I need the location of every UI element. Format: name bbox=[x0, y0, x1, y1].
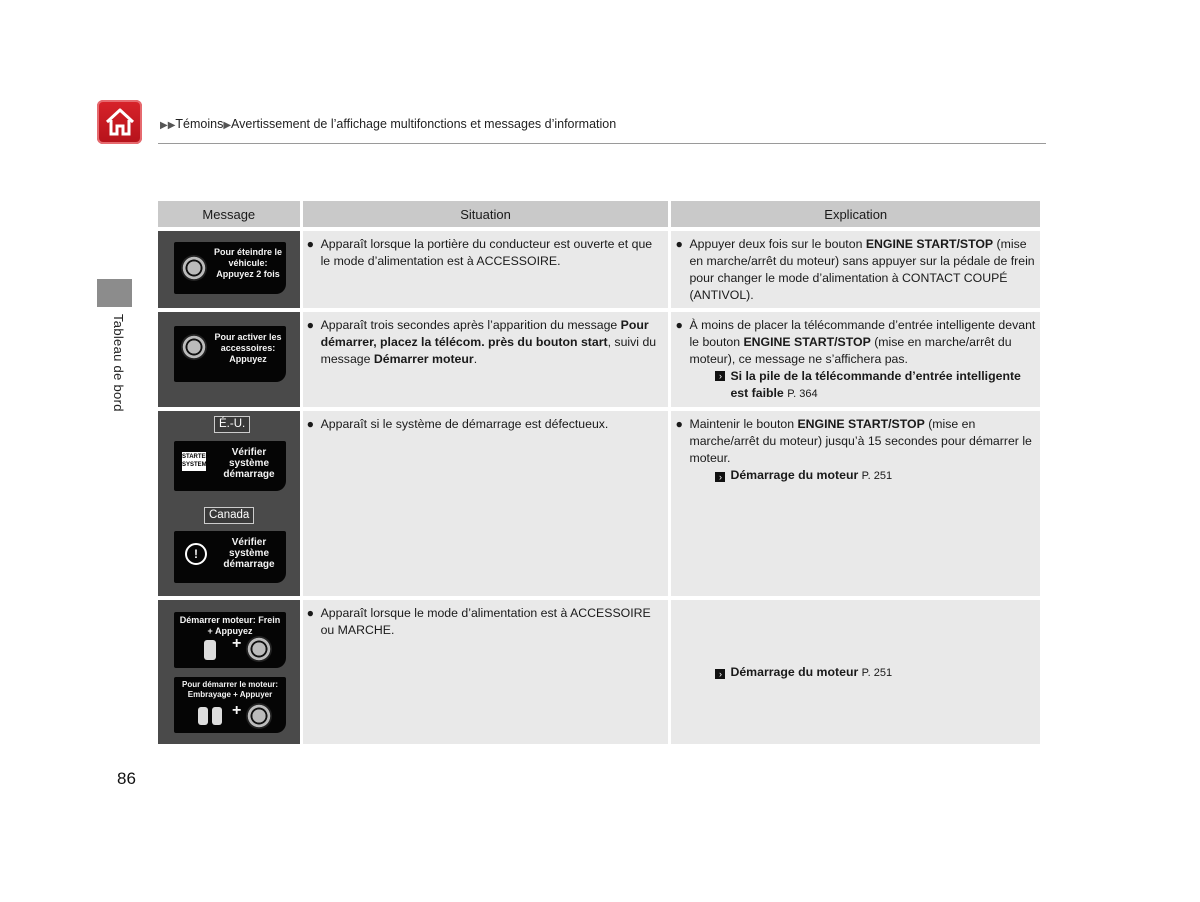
display-text: Démarrer moteur: Frein + Appuyez bbox=[179, 615, 281, 636]
explication-cell: ● Appuyer deux fois sur le bouton ENGINE START/STOP (mise en marche/arrêt du moteur) sans appuyer sur la pédale de frein pour changer le mode d’alimentation à CONTACT COUPÉ (ANTIVOL). bbox=[671, 231, 1040, 308]
explication-cell: ● Maintenir le bouton ENGINE START/STOP (mise en marche/arrêt du moteur) jusqu’à 15 secondes pour démarrer le moteur. › Démarrage du moteur P. 251 bbox=[671, 411, 1040, 596]
explication-text: (mise en marche/arrêt du moteur), ce message ne s’affichera pas. bbox=[689, 335, 1012, 366]
table-row bbox=[158, 411, 1040, 596]
reference-arrow-icon: › bbox=[715, 472, 725, 482]
message-image bbox=[158, 312, 300, 407]
display-screen bbox=[174, 612, 286, 668]
home-icon bbox=[103, 105, 137, 139]
brake-pedal-icon bbox=[212, 707, 222, 725]
page-reference-link[interactable] bbox=[675, 368, 1036, 403]
page-number: 86 bbox=[117, 769, 136, 788]
section-label: Tableau de bord bbox=[111, 314, 126, 412]
column-header-situation: Situation bbox=[303, 201, 669, 227]
explication-cell: ● À moins de placer la télécommande d’entrée intelligente devant le bouton ENGINE START/STOP (mise en marche/arrêt du moteur), ce message ne s’affichera pas. › Si la pile de la télécommande d’entrée intelligente est faible P. 364 bbox=[671, 312, 1040, 407]
reference-text: Démarrage du moteur bbox=[730, 468, 859, 482]
section-tab[interactable] bbox=[97, 279, 132, 307]
message-name: Démarrer moteur bbox=[373, 352, 474, 366]
display-screen bbox=[174, 531, 286, 583]
situation-text: Apparaît lorsque la portière du conducteur est ouverte et que le mode d’alimentation est à ACCESSOIRE. bbox=[320, 237, 653, 268]
plus-icon: + bbox=[232, 702, 242, 719]
situation-text: Apparaît si le système de démarrage est défectueux. bbox=[320, 417, 609, 431]
display-text: Vérifier système démarrage bbox=[223, 537, 275, 570]
table-row bbox=[158, 312, 1040, 407]
engine-start-button-icon bbox=[246, 636, 272, 662]
situation-text: Apparaît lorsque le mode d’alimentation est à ACCESSOIRE ou MARCHE. bbox=[320, 606, 651, 637]
engine-start-button-icon bbox=[246, 703, 272, 729]
message-image bbox=[158, 411, 300, 596]
situation-cell: ● Apparaît lorsque le mode d’alimentation est à ACCESSOIRE ou MARCHE. bbox=[303, 600, 669, 744]
situation-cell: ● Apparaît si le système de démarrage est défectueux. bbox=[303, 411, 669, 596]
home-button[interactable] bbox=[97, 100, 142, 144]
message-image bbox=[158, 231, 300, 308]
reference-page: P. 364 bbox=[787, 388, 818, 400]
breadcrumb-arrow-icon: ▶ bbox=[223, 120, 232, 131]
button-name: ENGINE START/STOP bbox=[743, 335, 871, 349]
clutch-pedal-icon bbox=[198, 707, 208, 725]
reference-text: Si la pile de la télécommande d’entrée intelligente est faible bbox=[730, 369, 1021, 400]
reference-page: P. 251 bbox=[861, 666, 893, 679]
page-reference-link[interactable] bbox=[675, 467, 1036, 485]
breadcrumb bbox=[160, 117, 616, 131]
display-screen bbox=[174, 326, 286, 382]
region-label-canada: Canada bbox=[204, 507, 254, 524]
brake-pedal-icon bbox=[204, 640, 216, 660]
display-text: Pour activer les accessoires: Appuyez bbox=[214, 332, 282, 364]
situation-text: Apparaît trois secondes après l’apparition du message bbox=[320, 318, 621, 332]
table-row bbox=[158, 600, 1040, 744]
situation-text: . bbox=[473, 352, 478, 366]
breadcrumb-level1[interactable]: Témoins bbox=[175, 117, 224, 131]
region-label-us: É.-U. bbox=[214, 416, 250, 433]
starter-system-icon: STARTER SYSTEM bbox=[182, 452, 206, 471]
situation-cell: ● Apparaît trois secondes après l’apparition du message Pour démarrer, placez la télécom. près du bouton start, suivi du message Démarrer moteur. bbox=[303, 312, 669, 407]
reference-page: P. 251 bbox=[861, 470, 893, 482]
reference-arrow-icon: › bbox=[715, 669, 725, 679]
display-screen bbox=[174, 441, 286, 491]
display-screen bbox=[174, 677, 286, 733]
breadcrumb-level2[interactable]: Avertissement de l’affichage multifonctions et messages d’information bbox=[231, 117, 617, 131]
reference-arrow-icon: › bbox=[715, 371, 725, 381]
engine-start-button-icon bbox=[181, 255, 207, 281]
warning-icon: ! bbox=[185, 543, 207, 565]
reference-text: Démarrage du moteur bbox=[730, 664, 859, 679]
explication-text: Maintenir le bouton bbox=[689, 417, 798, 431]
breadcrumb-arrow-icon: ▶▶ bbox=[160, 120, 176, 131]
display-screen bbox=[174, 242, 286, 294]
message-name: Pour démarrer, placez la télécom. près du bouton start bbox=[320, 318, 649, 349]
explication-cell bbox=[671, 600, 1040, 744]
message-table bbox=[155, 197, 1043, 748]
column-header-explication: Explication bbox=[671, 201, 1040, 227]
explication-text: Appuyer deux fois sur le bouton bbox=[689, 237, 866, 251]
engine-start-button-icon bbox=[181, 334, 207, 360]
plus-icon: + bbox=[232, 635, 242, 652]
explication-text: (mise en marche/arrêt du moteur) sans appuyer sur la pédale de frein pour changer le mode d’alimentation à CONTACT COUPÉ (ANTIVOL). bbox=[689, 237, 1035, 302]
display-text: Pour éteindre le véhicule: Appuyez 2 fois bbox=[213, 247, 283, 279]
page-reference-link[interactable] bbox=[675, 664, 1036, 682]
explication-text: À moins de placer la télécommande d’entrée intelligente devant le bouton bbox=[689, 318, 1036, 349]
button-name: ENGINE START/STOP bbox=[797, 417, 925, 431]
display-text: Pour démarrer le moteur: Embrayage + Appuyer bbox=[181, 680, 279, 699]
header-divider bbox=[158, 143, 1046, 144]
situation-cell: ● Apparaît lorsque la portière du conducteur est ouverte et que le mode d’alimentation est à ACCESSOIRE. bbox=[303, 231, 669, 308]
situation-text: , suivi du message bbox=[320, 335, 657, 366]
explication-text: (mise en marche/arrêt du moteur) jusqu’à 15 secondes pour démarrer le moteur. bbox=[689, 417, 1032, 465]
message-image bbox=[158, 600, 300, 744]
column-header-message: Message bbox=[158, 201, 300, 227]
display-text: Vérifier système démarrage bbox=[223, 447, 275, 480]
button-name: ENGINE START/STOP bbox=[865, 237, 994, 251]
table-row bbox=[158, 231, 1040, 308]
